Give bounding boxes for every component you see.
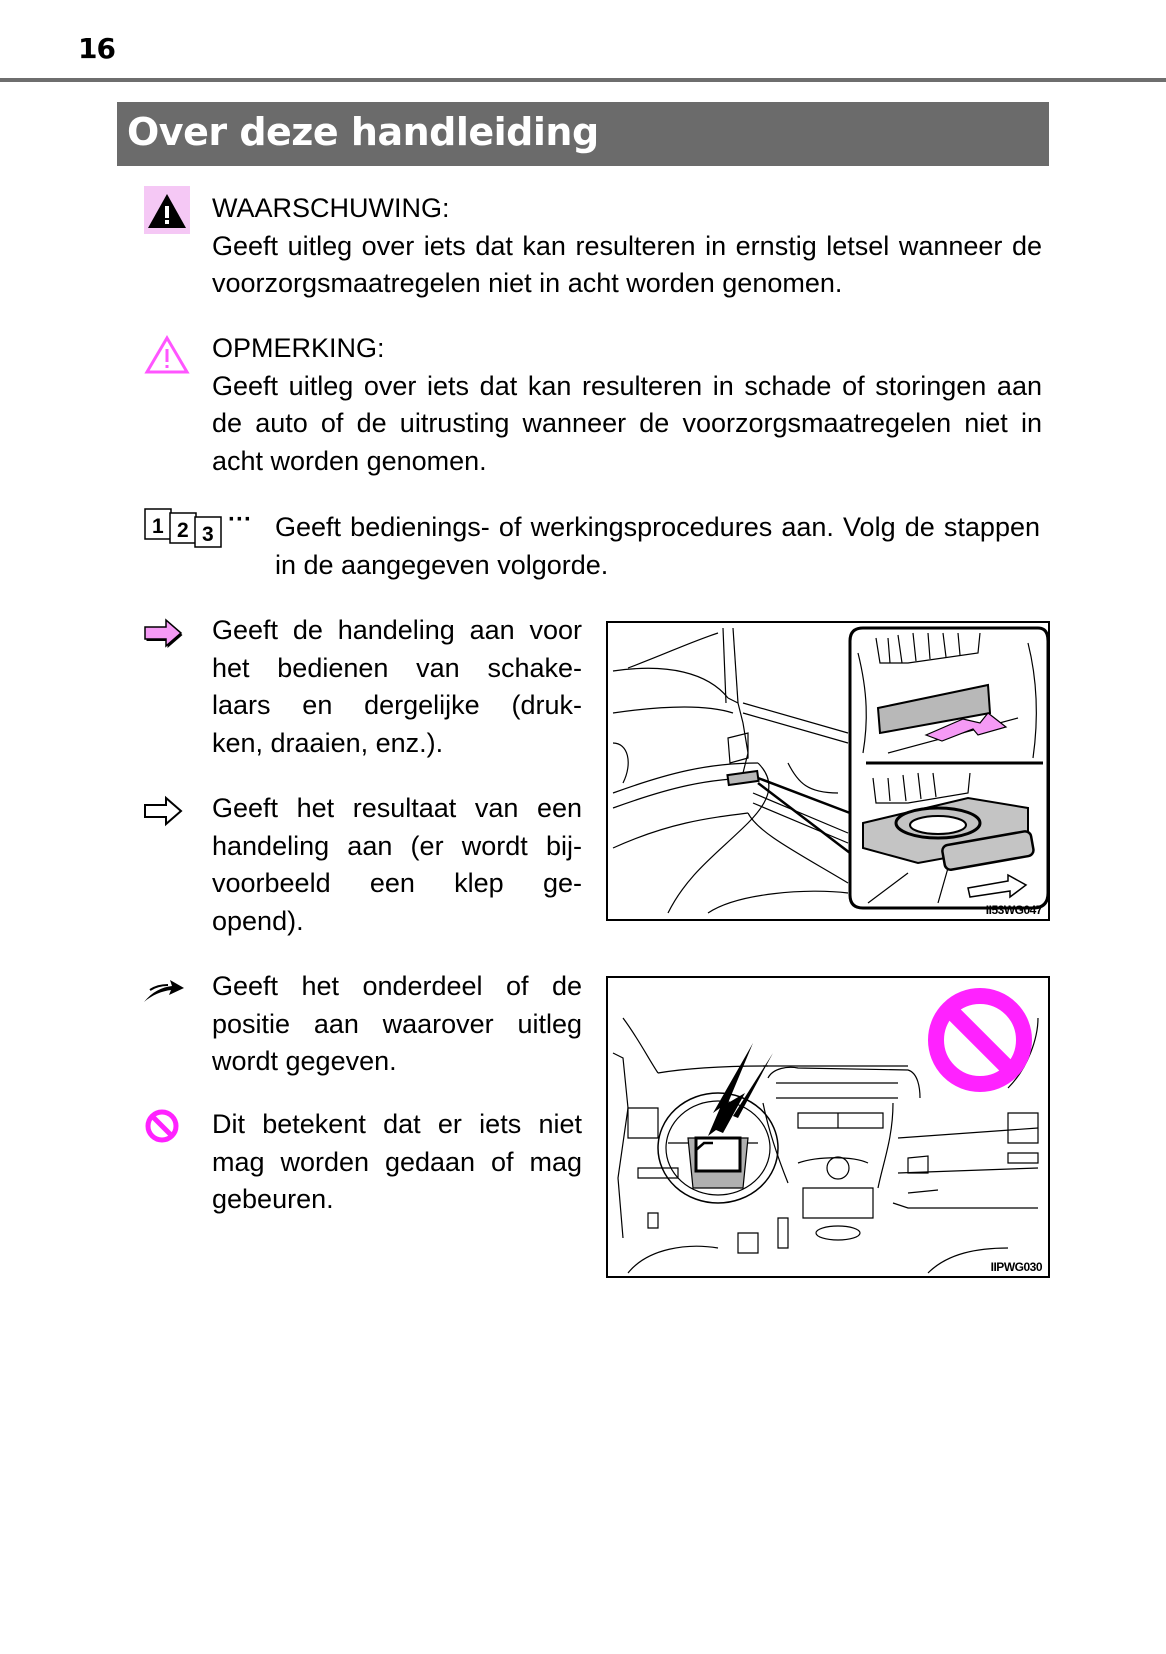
step-ellipsis: ···	[228, 506, 252, 533]
svg-text:2: 2	[177, 519, 189, 542]
text-line: Geeft het resultaat van een	[212, 793, 582, 823]
text-line: positie aan waarover uitleg	[212, 1008, 582, 1039]
caution-entry	[212, 330, 1042, 480]
text-line: mag worden gedaan of mag	[212, 1146, 582, 1177]
section-title: Over deze handleiding	[127, 110, 599, 154]
steps-entry	[275, 509, 1040, 584]
prohibited-entry	[212, 1106, 582, 1219]
text-line: laars en dergelijke (druk-	[212, 690, 582, 720]
figure-code: II53WG047	[985, 903, 1042, 917]
text-line: handeling aan (er wordt bij-	[212, 830, 582, 861]
figure-code: IIPWG030	[990, 1260, 1042, 1274]
text-line: opend).	[212, 905, 304, 936]
figure-cup-holder	[606, 621, 1050, 921]
text-line: Geeft het onderdeel of de	[212, 971, 582, 1001]
action-arrow-entry	[212, 612, 582, 762]
warning-triangle-icon	[144, 186, 190, 234]
warning-heading: WAARSCHUWING:	[212, 193, 450, 223]
svg-text:1: 1	[152, 515, 164, 538]
caution-text: Geeft uitleg over iets dat kan resulteren in schade of storingen aan de auto of de uitrusting wanneer de voorzorgsmaatregelen niet in acht worden genomen.	[212, 370, 1042, 476]
caution-triangle-icon	[144, 334, 190, 376]
filled-arrow-icon	[142, 617, 184, 649]
figure-dashboard	[606, 976, 1050, 1278]
result-arrow-entry	[212, 790, 582, 940]
caution-heading: OPMERKING:	[212, 333, 385, 363]
text-line: het bedienen van schake-	[212, 652, 582, 683]
text-line: gebeuren.	[212, 1184, 334, 1214]
cup-holder-illustration	[608, 623, 1048, 919]
steps-text: Geeft bedienings- of werkingsprocedures aan. Volg de stappen in de aangegeven volgorde.	[275, 512, 1040, 580]
section-title-bar	[117, 102, 1049, 166]
text-line: ken, draaien, enz.).	[212, 727, 444, 758]
page-number: 16	[78, 32, 115, 65]
warning-entry	[212, 190, 1042, 303]
step-numbers-icon	[144, 508, 264, 548]
text-line: Geeft de handeling aan voor	[212, 615, 582, 645]
text-line: voorbeeld een klep ge-	[212, 868, 582, 898]
outline-arrow-icon	[142, 795, 184, 827]
header-rule	[0, 78, 1166, 82]
pointer-arrow-icon	[142, 978, 186, 1004]
prohibited-icon	[144, 1108, 180, 1144]
dashboard-illustration	[608, 978, 1048, 1276]
pointer-entry	[212, 968, 582, 1081]
svg-text:3: 3	[202, 523, 214, 546]
text-line: wordt gegeven.	[212, 1046, 397, 1076]
warning-text: Geeft uitleg over iets dat kan resulteren in ernstig letsel wanneer de voorzorgsmaatregelen niet in acht worden genomen.	[212, 230, 1042, 298]
text-line: Dit betekent dat er iets niet	[212, 1109, 582, 1139]
